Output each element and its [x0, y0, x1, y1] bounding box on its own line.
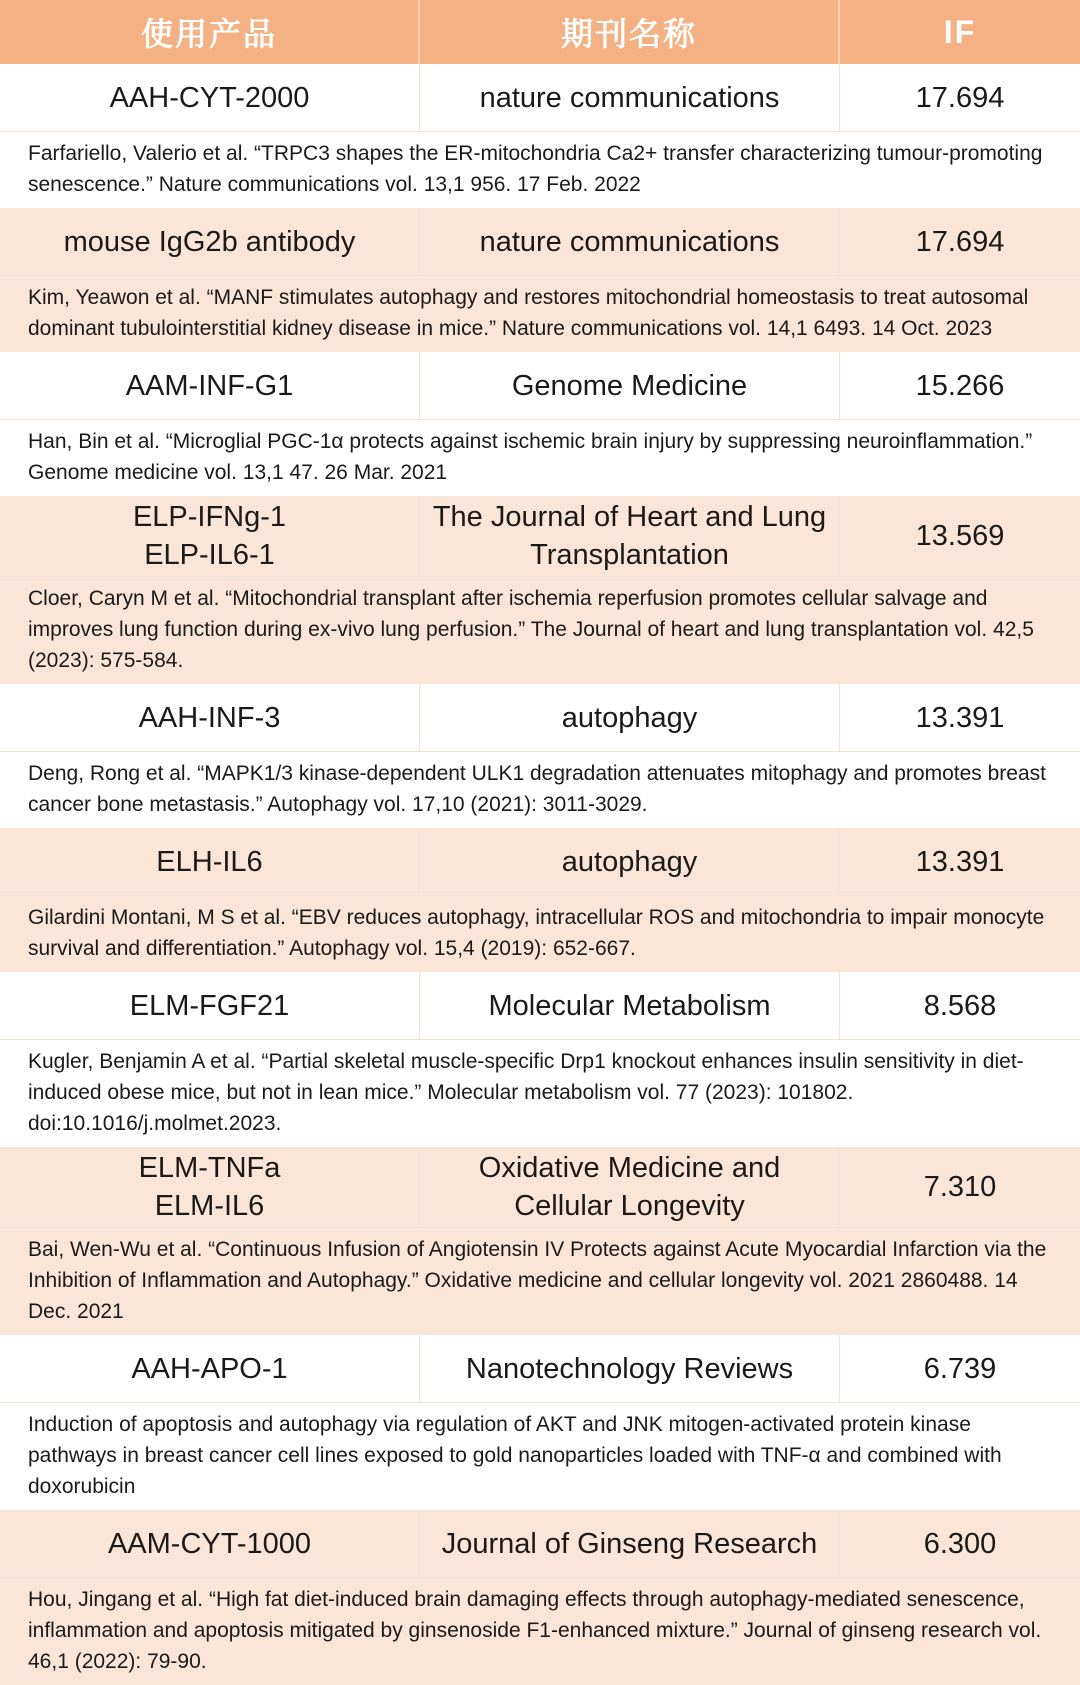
journal-cell: Nanotechnology Reviews [420, 1335, 840, 1402]
table-entry [0, 1335, 1080, 1510]
journal-cell: autophagy [420, 684, 840, 751]
journal-cell: The Journal of Heart and Lung Transplantation [420, 496, 840, 576]
product-cell: AAH-CYT-2000 [0, 64, 420, 131]
table-row [0, 828, 1080, 896]
citation-text: Farfariello, Valerio et al. “TRPC3 shapes the ER-mitochondria Ca2+ transfer characterizing tumour-promoting senescence.” Nature communications vol. 13,1 956. 17 Feb. 2022 [28, 142, 1043, 196]
if-cell: 17.694 [915, 225, 1005, 258]
product-cell: AAH-APO-1 [0, 1335, 420, 1402]
table-row [0, 352, 1080, 420]
citation-text: Gilardini Montani, M S et al. “EBV reduces autophagy, intracellular ROS and mitochondria to impair monocyte survival and differentiation.” Autophagy vol. 15,4 (2019): 652-667. [28, 906, 1045, 960]
citation-text: Bai, Wen-Wu et al. “Continuous Infusion of Angiotensin IV Protects against Acute Myocardial Infarction via the Inhibition of Inflammation and Autophagy.” Oxidative medicine and cellular longevity vol. 2021 2860488. 14 Dec. 2021 [28, 1238, 1047, 1323]
journal-cell: nature communications [420, 64, 840, 131]
journal-cell: Genome Medicine [420, 352, 840, 419]
table-row [0, 1147, 1080, 1228]
table-entry [0, 1510, 1080, 1685]
table-row [0, 208, 1080, 276]
if-cell: 7.310 [923, 1171, 997, 1203]
citation-text: Hou, Jingang et al. “High fat diet-induced brain damaging effects through autophagy-mediated senescence, inflammation and apoptosis mitigated by ginsenoside F1-enhanced mixture.” Journal of ginseng research vol. 46,1 (2022): 79-90. [28, 1588, 1042, 1673]
table-entry [0, 972, 1080, 1147]
table-entry [0, 352, 1080, 496]
table-row [0, 972, 1080, 1040]
header-if: IF [943, 13, 977, 50]
header-product: 使用产品 [0, 0, 420, 64]
table-row [0, 496, 1080, 577]
table-row [0, 1335, 1080, 1403]
table-entry [0, 828, 1080, 972]
product-cell: ELH-IL6 [0, 828, 420, 895]
journal-cell: Journal of Ginseng Research [420, 1510, 840, 1577]
citation-text: Deng, Rong et al. “MAPK1/3 kinase-dependent ULK1 degradation attenuates mitophagy and promotes breast cancer bone metastasis.” Autophagy vol. 17,10 (2021): 3011-3029. [28, 762, 1046, 816]
if-cell: 13.391 [915, 701, 1005, 734]
if-cell: 13.569 [915, 520, 1005, 552]
if-cell: 8.568 [923, 989, 997, 1022]
table-row [0, 1510, 1080, 1578]
journal-cell: Molecular Metabolism [420, 972, 840, 1039]
header-journal: 期刊名称 [420, 0, 840, 64]
if-cell: 17.694 [915, 81, 1005, 114]
journal-cell: autophagy [420, 828, 840, 895]
product-cell: ELM-FGF21 [0, 972, 420, 1039]
if-cell: 6.300 [923, 1527, 997, 1560]
citation-text: Han, Bin et al. “Microglial PGC-1α protects against ischemic brain injury by suppressing neuroinflammation.” Genome medicine vol. 13,1 47. 26 Mar. 2021 [28, 430, 1033, 484]
citation-text: Cloer, Caryn M et al. “Mitochondrial transplant after ischemia reperfusion promotes cellular salvage and improves lung function during ex-vivo lung perfusion.” The Journal of heart and lung transplantation vol. 42,5 (2023): 575-584. [28, 587, 1034, 672]
journal-cell: Oxidative Medicine and Cellular Longevity [420, 1147, 840, 1227]
product-cell: ELP-IFNg-1 ELP-IL6-1 [0, 496, 420, 576]
product-cell: AAH-INF-3 [0, 684, 420, 751]
journal-cell: nature communications [420, 208, 840, 275]
table-header [0, 0, 1080, 64]
product-cell: ELM-TNFa ELM-IL6 [0, 1147, 420, 1227]
if-cell: 6.739 [923, 1352, 997, 1385]
table-entry [0, 496, 1080, 684]
table-row [0, 64, 1080, 132]
product-cell: AAM-CYT-1000 [0, 1510, 420, 1577]
product-cell: AAM-INF-G1 [0, 352, 420, 419]
product-cell: mouse IgG2b antibody [0, 208, 420, 275]
table-entry [0, 684, 1080, 828]
table-entry [0, 64, 1080, 208]
table-entry [0, 208, 1080, 352]
citation-text: Induction of apoptosis and autophagy via regulation of AKT and JNK mitogen-activated protein kinase pathways in breast cancer cell lines exposed to gold nanoparticles loaded with TNF-α and combined with doxorubicin [28, 1413, 1002, 1498]
table-row [0, 684, 1080, 752]
table-entry [0, 1147, 1080, 1335]
if-cell: 15.266 [915, 369, 1005, 402]
citation-text: Kugler, Benjamin A et al. “Partial skeletal muscle-specific Drp1 knockout enhances insulin sensitivity in diet-induced obese mice, but not in lean mice.” Molecular metabolism vol. 77 (2023): 101802. doi:10.1016/j.molmet.2023. [28, 1050, 1024, 1135]
if-cell: 13.391 [915, 845, 1005, 878]
citation-text: Kim, Yeawon et al. “MANF stimulates autophagy and restores mitochondrial homeostasis to treat autosomal dominant tubulointerstitial kidney disease in mice.” Nature communications vol. 14,1 6493. 14 Oct. 2023 [28, 286, 1029, 340]
